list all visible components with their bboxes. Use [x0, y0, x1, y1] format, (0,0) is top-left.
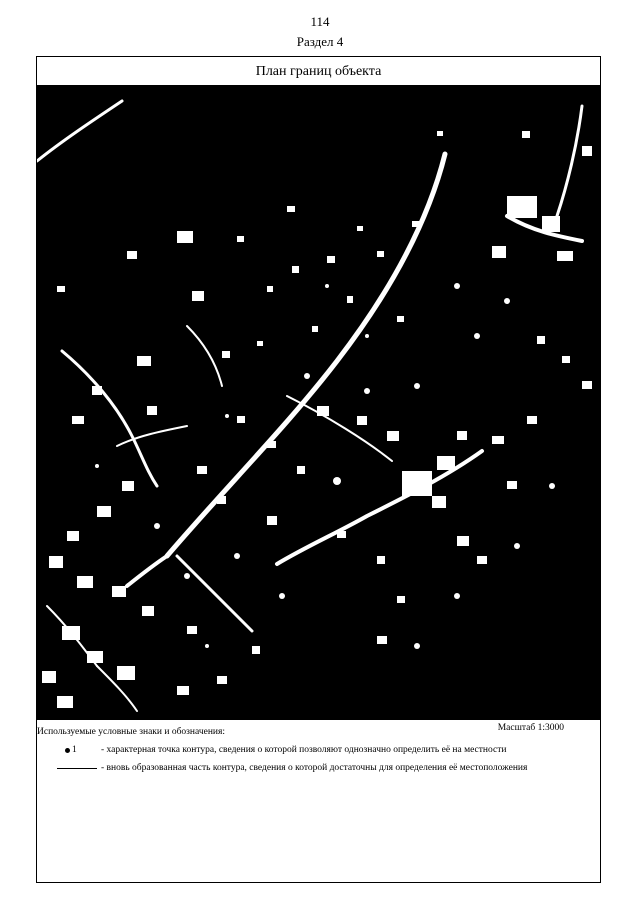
map-image — [37, 86, 600, 720]
dot-icon — [65, 748, 70, 753]
legend-text-line: - вновь образованная часть контура, сведения о которой достаточны для определения её местоположения — [101, 763, 528, 773]
section-title: Раздел 4 — [296, 34, 344, 49]
plan-title: План границ объекта — [37, 57, 600, 86]
legend-text-point: - характерная точка контура, сведения о которой позволяют однозначно определить её на местности — [101, 745, 507, 755]
line-icon — [57, 768, 97, 769]
legend-symbol-point — [57, 745, 101, 756]
plan-frame — [36, 56, 601, 883]
point-number: 1 — [72, 745, 77, 755]
scale-label: Масштаб 1:3000 — [497, 723, 564, 733]
legend-symbol-line — [57, 763, 101, 774]
page-number: 114 — [310, 14, 330, 29]
legend-header: Используемые условные знаки и обозначения: — [37, 727, 226, 737]
aerial-map — [37, 86, 600, 720]
